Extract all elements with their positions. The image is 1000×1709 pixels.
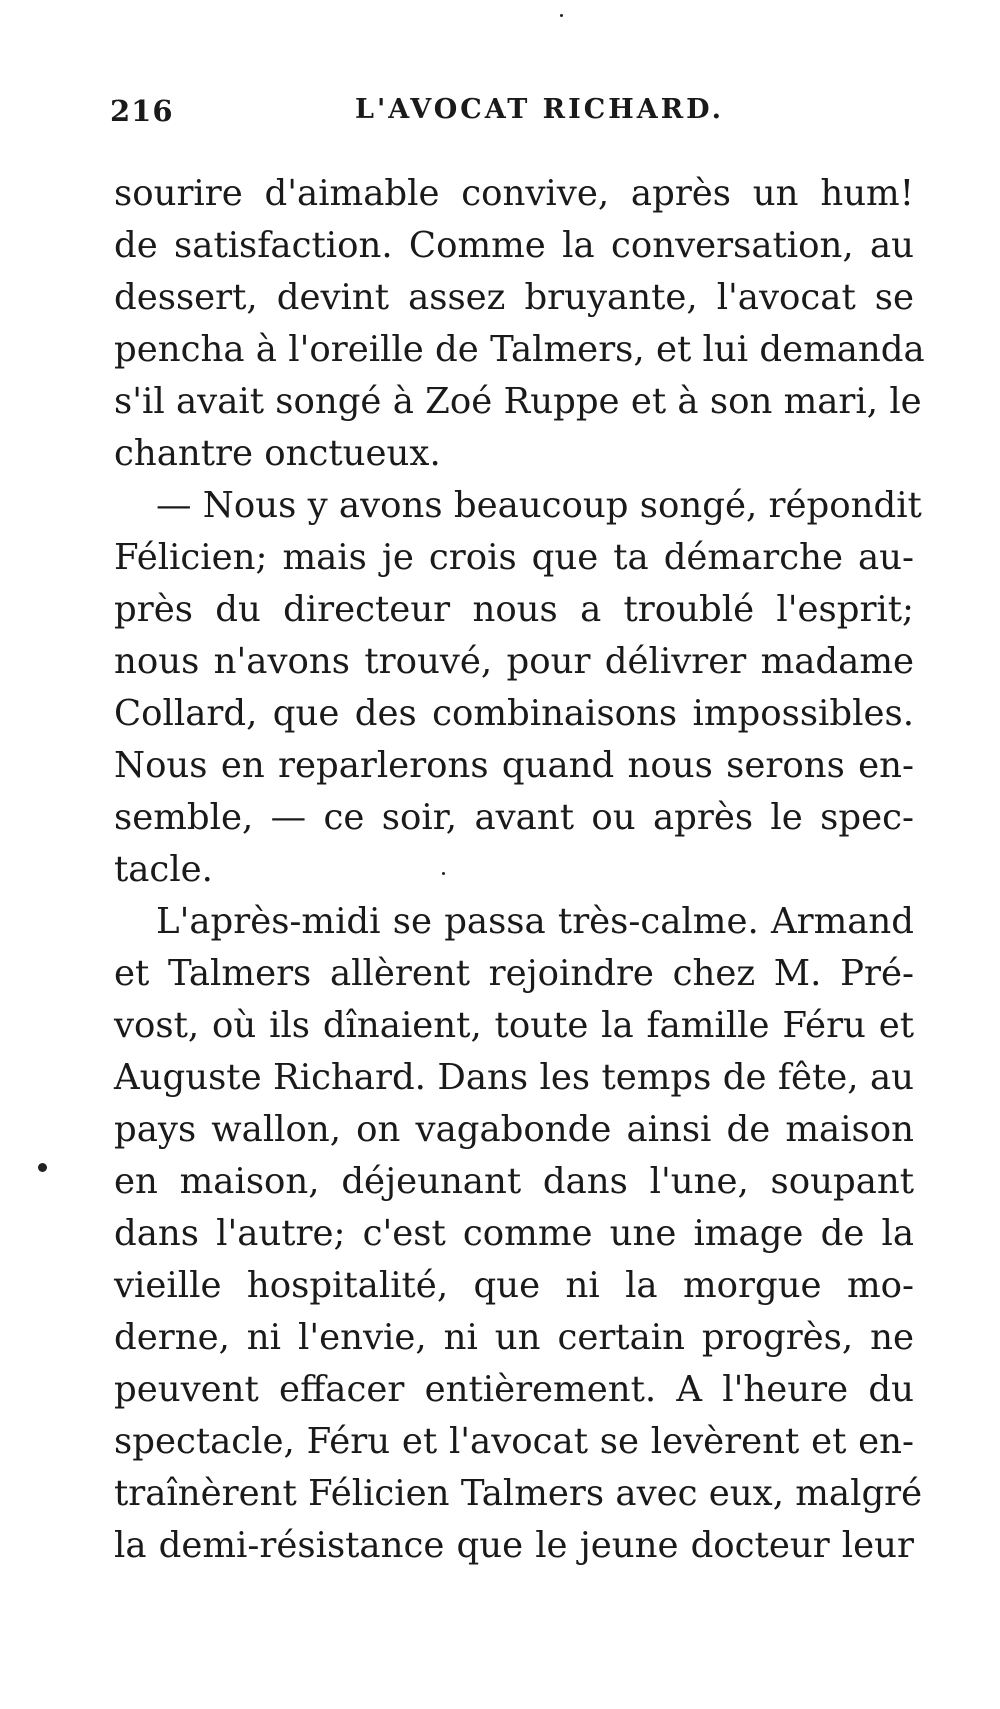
running-head <box>110 94 910 134</box>
text-line: vieille hospitalité, que ni la morgue mo- <box>114 1265 914 1306</box>
text-line: L'après-midi se passa très-calme. Armand <box>156 901 914 942</box>
text-line: s'il avait songé à Zoé Ruppe et à son mari, le <box>114 381 922 422</box>
text-line: traînèrent Félicien Talmers avec eux, malgré <box>114 1473 923 1514</box>
ink-speck <box>560 14 563 17</box>
text-line: — Nous y avons beaucoup songé, répondit <box>156 485 922 526</box>
text-line: dessert, devint assez bruyante, l'avocat se <box>114 277 914 318</box>
text-line: chantre onctueux. <box>114 433 441 474</box>
text-line: pencha à l'oreille de Talmers, et lui demanda <box>114 329 925 370</box>
text-line: semble, — ce soir, avant ou après le spec- <box>114 797 914 838</box>
ink-speck <box>38 1163 47 1172</box>
text-line: pays wallon, on vagabonde ainsi de maison <box>114 1109 914 1150</box>
page-number: 216 <box>110 94 174 128</box>
text-line: en maison, déjeunant dans l'une, soupant <box>114 1161 914 1202</box>
body-text <box>114 168 925 1572</box>
text-line: peuvent effacer entièrement. A l'heure du <box>114 1369 914 1410</box>
text-line: nous n'avons trouvé, pour délivrer madame <box>114 641 914 682</box>
text-line: derne, ni l'envie, ni un certain progrès, ne <box>114 1317 914 1358</box>
text-line: dans l'autre; c'est comme une image de la <box>114 1213 914 1254</box>
text-line: près du directeur nous a troublé l'esprit; <box>114 589 914 630</box>
text-line: Collard, que des combinaisons impossibles. <box>114 693 914 734</box>
text-line: Nous en reparlerons quand nous serons en- <box>114 745 914 786</box>
text-line: la demi-résistance que le jeune docteur leur <box>114 1525 914 1566</box>
text-line: tacle. <box>114 849 213 890</box>
text-line: Auguste Richard. Dans les temps de fête, au <box>114 1057 914 1098</box>
text-line: Félicien; mais je crois que ta démarche au- <box>114 537 914 578</box>
text-line: spectacle, Féru et l'avocat se levèrent et en- <box>114 1421 914 1462</box>
ink-speck <box>442 872 445 875</box>
text-line: et Talmers allèrent rejoindre chez M. Pré- <box>114 953 914 994</box>
text-line: sourire d'aimable convive, après un hum! <box>114 173 914 214</box>
running-title: L'AVOCAT RICHARD. <box>355 94 724 125</box>
text-line: de satisfaction. Comme la conversation, au <box>114 225 914 266</box>
text-line: vost, où ils dînaient, toute la famille Féru et <box>114 1005 914 1046</box>
